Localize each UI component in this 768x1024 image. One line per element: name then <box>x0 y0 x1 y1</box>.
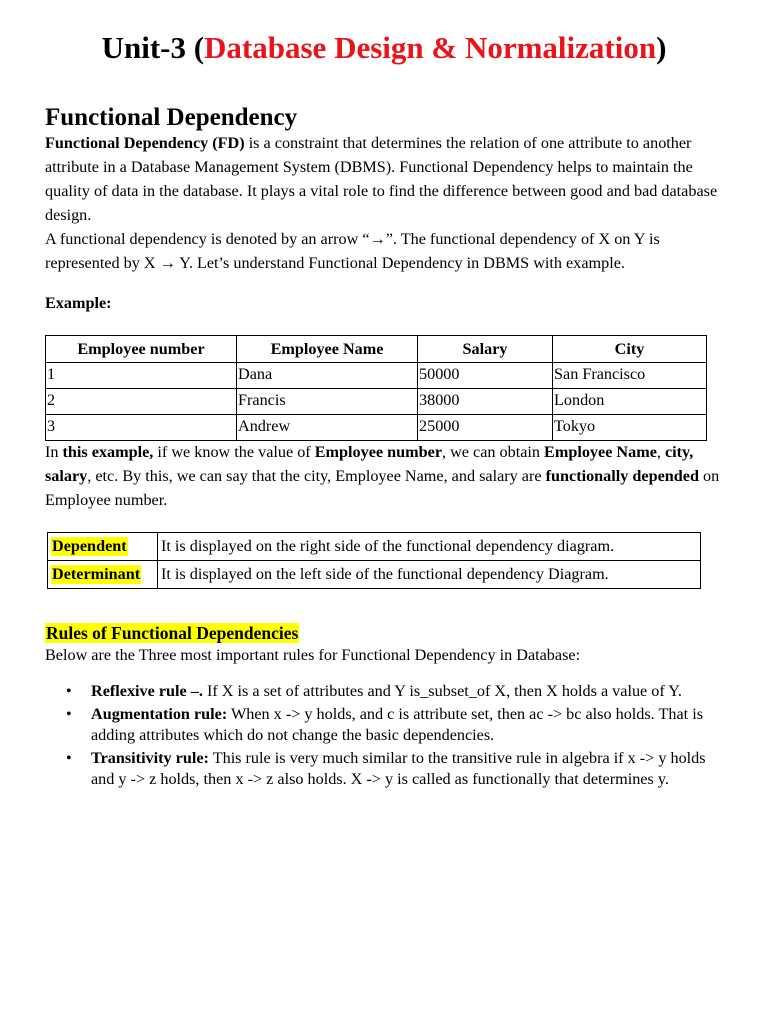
rule-text: If X is a set of attributes and Y is_subset_of X, then X holds a value of Y. <box>202 682 682 700</box>
title-suffix: ) <box>656 30 667 65</box>
rule-text: This rule is very much similar to the transitive rule in algebra if x -> y holds and y -> z holds, then x -> z also holds. X -> y is called as functionally that determines y. <box>91 749 706 788</box>
rules-intro: Below are the Three most important rules for Functional Dependency in Database: <box>45 646 581 664</box>
table-cell: 1 <box>46 363 237 389</box>
explanation-text: if we know the value of <box>153 443 315 461</box>
explanation-bold: Employee Name <box>544 443 657 461</box>
explanation-text: , <box>656 443 665 461</box>
table-row <box>48 533 701 561</box>
rule-text: When x -> y holds, and c is attribute set, then ac -> bc also holds. That is adding attributes which do not change the basic dependencies. <box>91 705 703 744</box>
rules-heading-text: Rules of Functional Dependencies <box>46 623 299 643</box>
title-highlight: Database Design & Normalization <box>204 30 657 65</box>
intro-paragraph <box>45 131 725 275</box>
table-row <box>48 561 701 589</box>
table-cell: Andrew <box>237 415 418 441</box>
example-label: Example: <box>45 294 112 312</box>
table-cell: San Francisco <box>553 363 707 389</box>
table-row <box>46 415 707 441</box>
explanation-text: In <box>45 443 63 461</box>
title-prefix: Unit-3 ( <box>101 30 205 65</box>
explanation-bold: city, salary <box>45 443 694 485</box>
table-cell: Dana <box>237 363 418 389</box>
table-header: Employee Name <box>237 336 418 363</box>
list-item <box>91 704 721 746</box>
list-item <box>91 681 721 702</box>
rule-name: Augmentation rule: <box>91 705 228 723</box>
table-cell: London <box>553 389 707 415</box>
table-cell: 2 <box>46 389 237 415</box>
explanation-bold: this example, <box>62 443 154 461</box>
intro-bold-term: Functional Dependency (FD) <box>45 134 245 152</box>
explanation-text: , we can obtain <box>442 443 545 461</box>
rules-heading <box>45 621 299 645</box>
rule-name: Transitivity rule: <box>91 749 209 767</box>
table-header-row <box>46 336 707 363</box>
table-cell: Francis <box>237 389 418 415</box>
explanation-bold: Employee number <box>314 443 442 461</box>
table-header: City <box>553 336 707 363</box>
employee-table <box>45 335 707 441</box>
rule-name: Reflexive rule –. <box>91 682 203 700</box>
determinant-term: Determinant <box>52 565 141 583</box>
table-cell <box>48 561 158 589</box>
table-cell: 50000 <box>418 363 553 389</box>
table-row <box>46 389 707 415</box>
dependent-term: Dependent <box>52 537 127 555</box>
list-item <box>91 748 721 790</box>
table-cell: It is displayed on the right side of the functional dependency diagram. <box>158 533 701 561</box>
rules-list <box>91 681 721 792</box>
intro-text-1: is a constraint that determines the relation of one attribute to another attribute in a Database Management System (DBMS). Functional Dependency helps to maintain the quality of data in the database. It plays a vital role to find the difference between good and bad database design. <box>45 134 718 224</box>
table-cell <box>48 533 158 561</box>
table-header: Salary <box>418 336 553 363</box>
explanation-text: on Employee number. <box>45 467 720 509</box>
explanation-text: , etc. By this, we can say that the city, Employee Name, and salary are <box>87 467 546 485</box>
explanation-bold: functionally depended <box>545 467 699 485</box>
table-header: Employee number <box>46 336 237 363</box>
intro-text-2: A functional dependency is denoted by an arrow “→”. The functional dependency of X on Y is represented by X → Y. Let’s understand Functional Dependency in DBMS with example. <box>45 230 660 272</box>
table-cell: 3 <box>46 415 237 441</box>
section-heading: Functional Dependency <box>45 104 298 131</box>
dependency-table <box>47 532 701 589</box>
table-cell: 25000 <box>418 415 553 441</box>
table-cell: Tokyo <box>553 415 707 441</box>
table-cell: It is displayed on the left side of the functional dependency Diagram. <box>158 561 701 589</box>
table-cell: 38000 <box>418 389 553 415</box>
explanation-paragraph <box>45 440 725 512</box>
table-row <box>46 363 707 389</box>
page-title <box>0 26 768 70</box>
